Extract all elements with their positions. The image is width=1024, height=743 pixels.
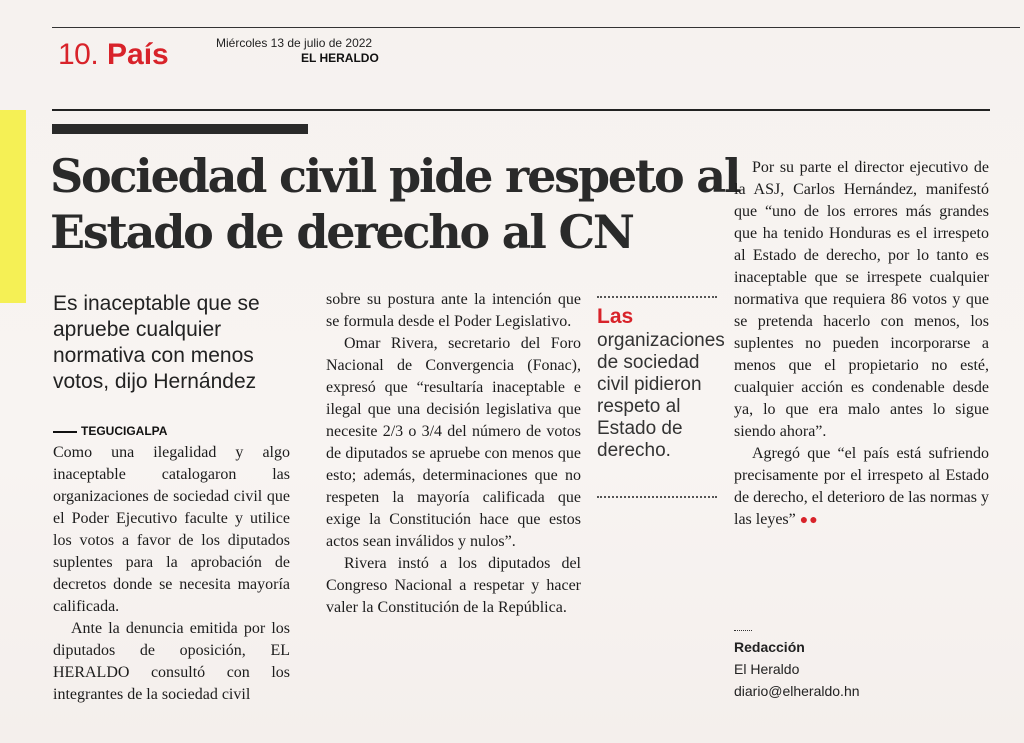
paragraph: Por su parte el director ejecutivo de la ASJ, Carlos Hernández, manifestó que “uno de los errores más grandes que ha tenido Honduras es el irrespeto al Estado de derecho, por lo tanto es inaceptable que se irrespete cualquier normativa que requiera 86 votos y que se pretenda hacerlo con menos, los suplentes no pueden incorporarse a menos que el propietario no esté, cualquier acción es condenable desde ya, lo que era malo antes lo sigue siendo ahora”. bbox=[734, 159, 989, 440]
dateline-text: TEGUCIGALPA bbox=[81, 424, 168, 438]
pullquote-accent: Las bbox=[597, 305, 634, 328]
article-column-1 bbox=[53, 442, 290, 706]
paragraph: Omar Rivera, secretario del Foro Nacional de Convergencia (Fonac), expresó que “resultaría inaceptable e ilegal que una decisión legislativa que necesite 2/3 o 3/4 del número de votos de diputados se apruebe con menos que esto; además, determinaciones que no respeten la mayoría calificada que exige la Constitución hace que estos actos sean inválidos y nulos”. bbox=[326, 335, 581, 550]
paragraph: Rivera instó a los diputados del Congreso Nacional a respetar y hacer valer la Constitución de la República. bbox=[326, 555, 581, 616]
page-number: 10. bbox=[58, 38, 99, 71]
dateline bbox=[53, 424, 167, 438]
pullquote-rule-bottom bbox=[597, 496, 717, 498]
byline-email: diario@elheraldo.hn bbox=[734, 683, 860, 699]
article-headline: Sociedad civil pide respeto al Estado de derecho al CN bbox=[50, 149, 740, 259]
byline-rule bbox=[734, 630, 752, 631]
dateline-rule bbox=[53, 431, 77, 433]
article-deck: Es inaceptable que se apruebe cualquier normativa con menos votos, dijo Hernández bbox=[53, 292, 260, 393]
end-mark: ●● bbox=[799, 513, 819, 528]
section-rule bbox=[52, 109, 990, 111]
byline-outlet: El Heraldo bbox=[734, 661, 800, 677]
newspaper-name: EL HERALDO bbox=[301, 51, 379, 65]
paragraph: Ante la denuncia emitida por los diputados de oposición, EL HERALDO consultó con los integrantes de la sociedad civil bbox=[53, 620, 290, 703]
issue-date: Miércoles 13 de julio de 2022 bbox=[216, 36, 373, 50]
highlighter-mark bbox=[0, 110, 26, 303]
article-column-3 bbox=[734, 157, 989, 532]
paragraph-text: Agregó que “el país está sufriendo precisamente por el irrespeto al Estado de derecho, el deterioro de las normas y las leyes” bbox=[734, 445, 990, 528]
pullquote-rule-top bbox=[597, 296, 717, 298]
header-rule bbox=[52, 27, 1020, 28]
pullquote-text: organizaciones de sociedad civil pidieron respeto al Estado de derecho. bbox=[597, 330, 725, 461]
article-column-2 bbox=[326, 289, 581, 619]
paragraph: sobre su postura ante la intención que se formula desde el Poder Legislativo. bbox=[326, 291, 581, 330]
byline-name: Redacción bbox=[734, 639, 805, 655]
paragraph: Como una ilegalidad y algo inaceptable catalogaron las organizaciones de sociedad civil que el Poder Ejecutivo faculte y utilice los votos a favor de los diputados suplentes para la aprobación de decretos donde se necesita mayoría calificada. bbox=[53, 444, 290, 615]
section-title: País bbox=[107, 38, 169, 71]
paragraph bbox=[734, 443, 989, 532]
headline-bar bbox=[52, 124, 308, 134]
byline bbox=[734, 636, 860, 702]
